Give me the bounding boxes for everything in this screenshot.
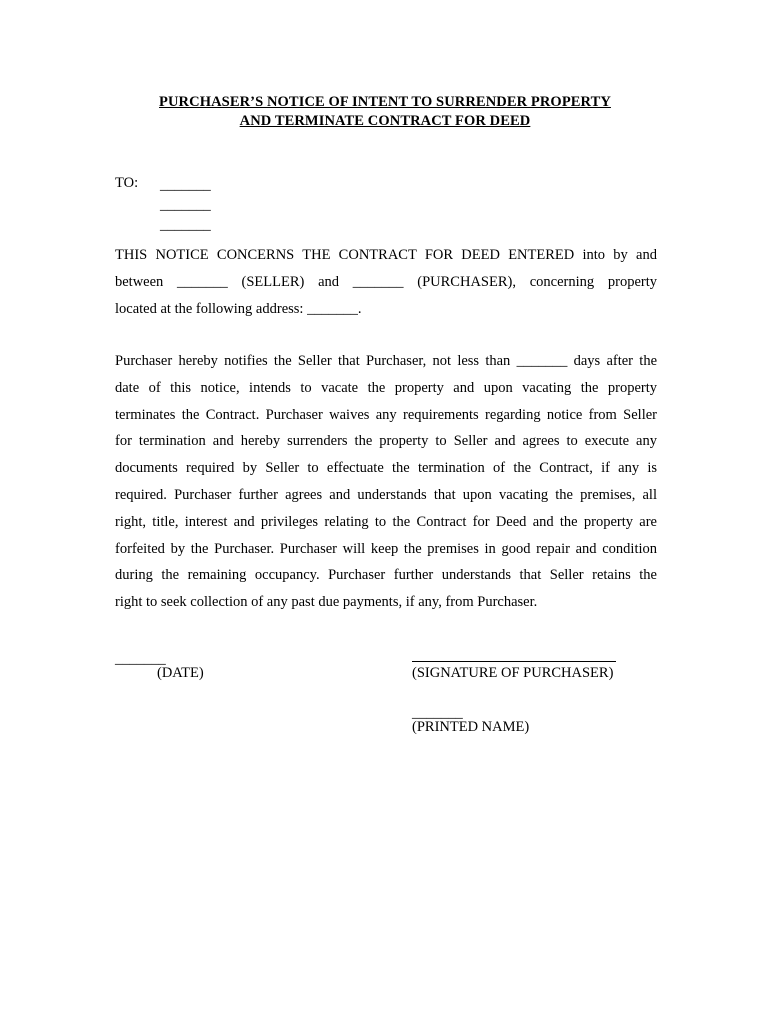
paragraph-line: required. Purchaser further agrees and understands that upon vacating the premises, all <box>115 486 657 503</box>
paragraph-line: Purchaser hereby notifies the Seller that Purchaser, not less than _______ days after the <box>115 353 657 369</box>
to-label: TO: <box>115 175 139 191</box>
paragraph-line: right to seek collection of any past due payments, if any, from Purchaser. <box>115 594 538 611</box>
paragraph-line: forfeited by the Purchaser. Purchaser will keep the premises in good repair and condition <box>115 540 657 557</box>
printed-name-label: (PRINTED NAME) <box>412 719 530 735</box>
document-title-line-1: PURCHASER’S NOTICE OF INTENT TO SURRENDER PROPERTY <box>159 94 611 110</box>
signature-label: (SIGNATURE OF PURCHASER) <box>412 665 614 681</box>
contract-paragraph <box>115 242 657 322</box>
recipient-blank-2[interactable]: _______ <box>160 197 211 213</box>
date-blank[interactable]: _______ <box>115 651 166 667</box>
printed-name-blank[interactable]: _______ <box>412 705 463 721</box>
paragraph-line: during the remaining occupancy. Purchaser further understands that Seller retains the <box>115 567 657 584</box>
paragraph-line: documents required by Seller to effectuate the termination of the Contract, if any is <box>115 460 657 477</box>
notice-paragraph <box>115 348 657 616</box>
paragraph-line: terminates the Contract. Purchaser waives any requirements regarding notice from Seller <box>115 406 657 423</box>
date-label: (DATE) <box>157 665 204 681</box>
recipient-blank-1[interactable]: _______ <box>160 177 211 193</box>
recipient-blank-3[interactable]: _______ <box>160 217 211 233</box>
document-title-line-2: AND TERMINATE CONTRACT FOR DEED <box>239 113 531 129</box>
signature-line[interactable] <box>412 661 616 662</box>
paragraph-line: date of this notice, intends to vacate the property and upon vacating the property <box>115 379 657 396</box>
paragraph-line: between _______ (SELLER) and _______ (PURCHASER), concerning property <box>115 273 657 290</box>
paragraph-line: for termination and hereby surrenders the property to Seller and agrees to execute any <box>115 433 657 450</box>
paragraph-line: THIS NOTICE CONCERNS THE CONTRACT FOR DEED ENTERED into by and <box>115 247 657 263</box>
paragraph-line: located at the following address: _______. <box>115 300 362 317</box>
paragraph-line: right, title, interest and privileges relating to the Contract for Deed and the property are <box>115 513 657 530</box>
